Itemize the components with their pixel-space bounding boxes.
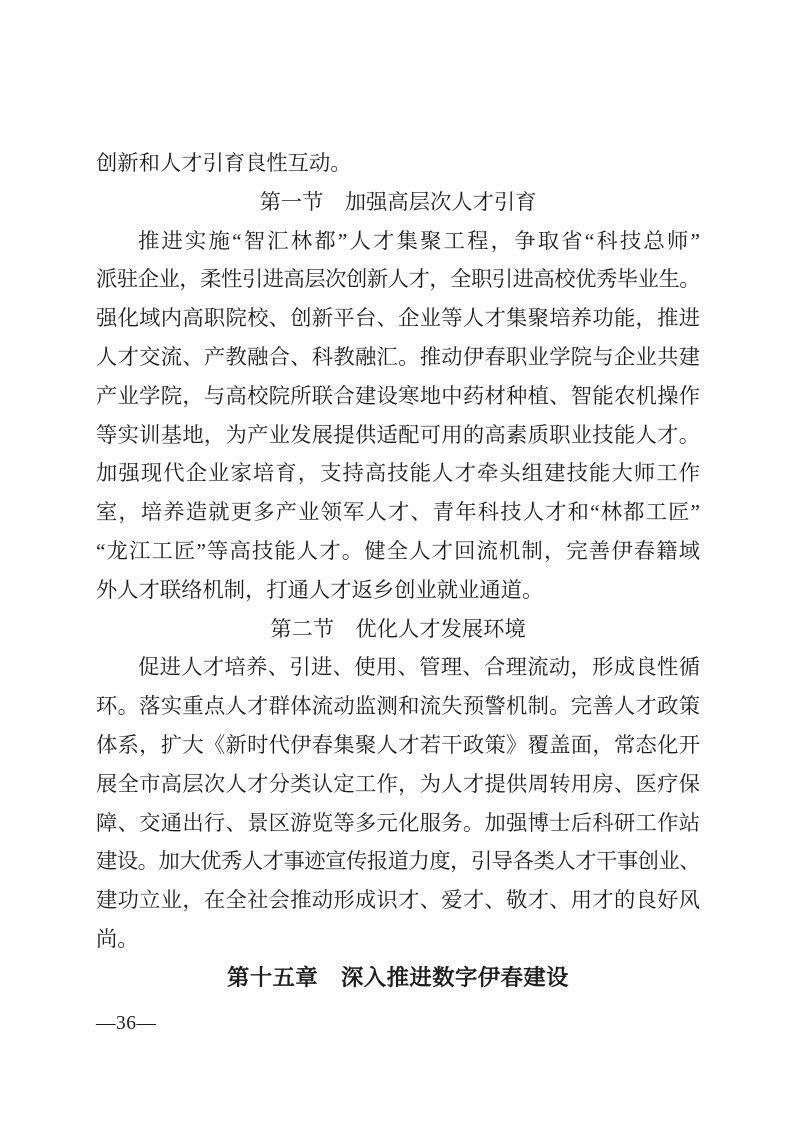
body-text-line: 展全市高层次人才分类认定工作，为人才提供周转用房、医疗保 [96,771,700,796]
body-text-line: 产业学院，与高校院所联合建设寒地中药材种植、智能农机操作 [96,383,700,408]
body-text-line: 促进人才培养、引进、使用、管理、合理流动，形成良性循 [138,655,700,680]
body-text-line: 推进实施“智汇林都”人才集聚工程，争取省“科技总师” [138,228,700,253]
section-heading: 第二节 优化人才发展环境 [270,616,526,641]
body-text-line: 体系，扩大《新时代伊春集聚人才若干政策》覆盖面，常态化开 [96,732,700,757]
body-text-line: 尚。 [96,926,139,951]
body-text-line: 强化域内高职院校、创新平台、企业等人才集聚培养功能，推进 [96,306,700,331]
body-text-line: 建设。加大优秀人才事迹宣传报道力度，引导各类人才干事创业、 [96,849,700,874]
body-text-line: 障、交通出行、景区游览等多元化服务。加强博士后科研工作站 [96,810,700,835]
section-heading: 第一节 加强高层次人才引育 [259,189,537,214]
body-text-line: 室，培养造就更多产业领军人才、青年科技人才和“林都工匠” [96,500,700,525]
document-body [96,144,700,998]
chapter-heading: 第十五章 深入推进数字伊春建设 [227,964,569,990]
body-text-line: “龙江工匠”等高技能人才。健全人才回流机制，完善伊春籍域 [96,538,700,563]
body-text-line: 建功立业，在全社会推动形成识才、爱才、敬才、用才的良好风 [96,888,700,913]
page-number: —36— [96,1013,157,1034]
body-text-line: 外人才联络机制，打通人才返乡创业就业通道。 [96,577,544,602]
body-text-line: 等实训基地，为产业发展提供适配可用的高素质职业技能人才。 [96,422,700,447]
body-text-line: 创新和人才引育良性互动。 [96,151,352,175]
body-text-line: 环。落实重点人才群体流动监测和流失预警机制。完善人才政策 [96,694,700,719]
body-text-line: 加强现代企业家培育，支持高技能人才牵头组建技能大师工作 [96,461,700,486]
body-text-line: 派驻企业，柔性引进高层次创新人才，全职引进高校优秀毕业生。 [96,267,700,292]
body-text-line: 人才交流、产教融合、科教融汇。推动伊春职业学院与企业共建 [96,344,700,369]
